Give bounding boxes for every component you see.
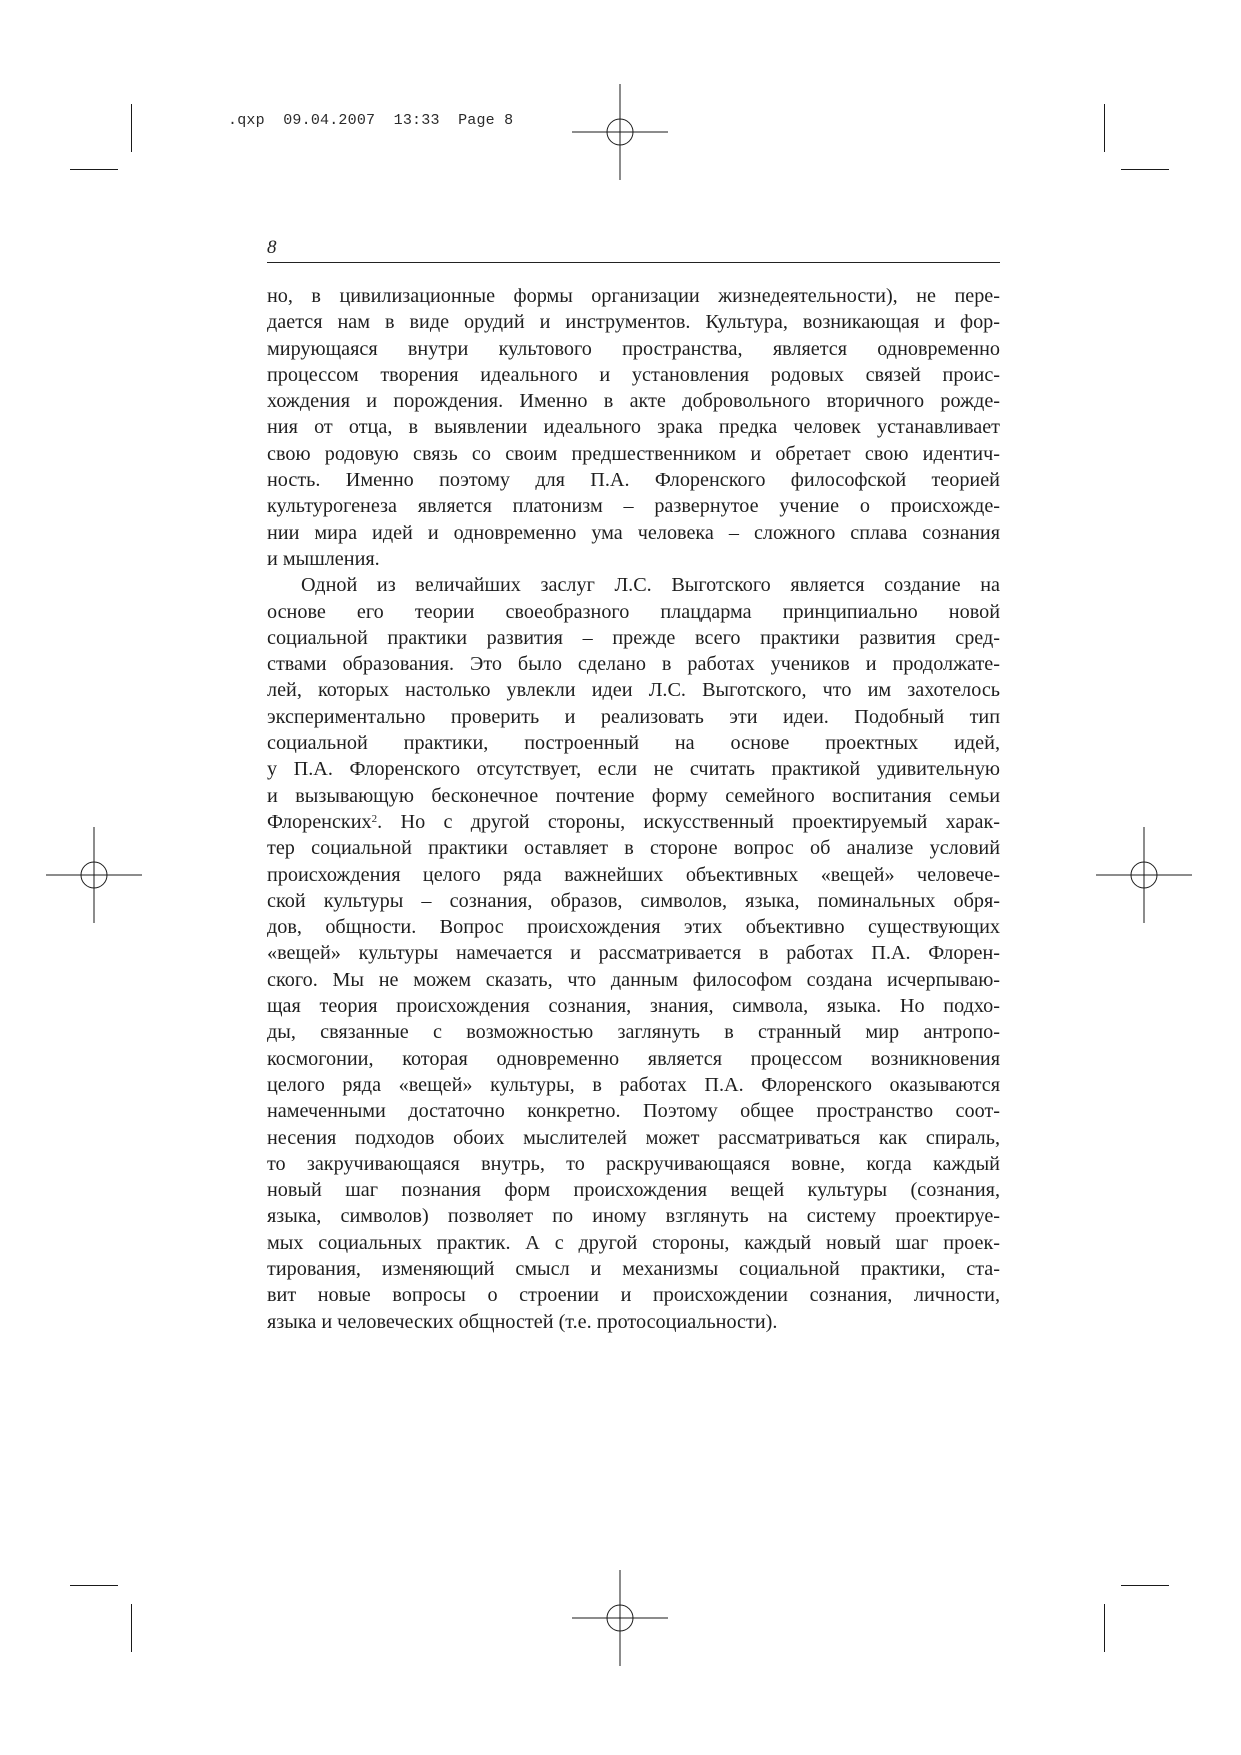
- paragraph-2: [267, 572, 1000, 1335]
- text-line: вит новые вопросы о строении и происхождении сознания, личности,: [267, 1284, 1000, 1307]
- crop-mark-top-left-vertical: [131, 104, 132, 152]
- text-line: языка и человеческих общностей (т.е. протосоциальности).: [267, 1310, 778, 1333]
- crop-mark-bottom-left-horizontal: [70, 1585, 118, 1586]
- printer-slug: [228, 112, 513, 129]
- crop-mark-top-left-horizontal: [70, 169, 118, 170]
- text-line: дается нам в виде орудий и инструментов. Культура, возникающая и фор-: [267, 311, 1000, 334]
- text-line: дов, общности. Вопрос происхождения этих объективно существующих: [267, 916, 1000, 939]
- registration-mark-left-icon: [46, 827, 142, 923]
- paragraph-1: [267, 283, 1000, 572]
- slug-page-label: Page 8: [458, 112, 514, 129]
- text-line: культурогенеза является платонизм – развернутое учение о происхожде-: [267, 495, 1000, 518]
- page-number: 8: [267, 237, 277, 258]
- text-line: новый шаг познания форм происхождения вещей культуры (сознания,: [267, 1179, 1000, 1202]
- text-line: и вызывающую бесконечное почтение форму семейного воспитания семьи: [267, 784, 1000, 807]
- header-rule: [267, 262, 1000, 263]
- text-line: свою родовую связь со своим предшественником и обретает свою идентич-: [267, 442, 1000, 465]
- text-line: происхождения целого ряда важнейших объективных «вещей» человече-: [267, 863, 1000, 886]
- footnote-line-end: . Но с другой стороны, искусственный проектируемый харак-: [377, 810, 1000, 833]
- registration-mark-right-icon: [1096, 827, 1192, 923]
- text-line: социальной практики, построенный на основе проектных идей,: [267, 732, 1000, 755]
- text-line: мирующаяся внутри культового пространства, является одновременно: [267, 337, 1000, 360]
- text-line: у П.А. Флоренского отсутствует, если не считать практикой удивительную: [267, 758, 1000, 781]
- text-line-with-footnote: [267, 809, 1000, 835]
- registration-mark-bottom-icon: [572, 1570, 668, 1666]
- slug-time: 13:33: [393, 112, 440, 129]
- footnote-line-start: Флоренских: [267, 810, 372, 833]
- text-line: экспериментально проверить и реализовать эти идеи. Подобный тип: [267, 705, 1000, 728]
- text-line: нии мира идей и одновременно ума человека – сложного сплава сознания: [267, 521, 1000, 544]
- registration-mark-top-icon: [572, 84, 668, 180]
- text-line: несения подходов обоих мыслителей может рассматриваться как спираль,: [267, 1126, 1000, 1149]
- text-line: целого ряда «вещей» культуры, в работах П.А. Флоренского оказываются: [267, 1073, 1000, 1096]
- text-line: тирования, изменяющий смысл и механизмы социальной практики, ста-: [267, 1257, 1000, 1280]
- crop-mark-bottom-left-vertical: [131, 1604, 132, 1652]
- footnote-reference[interactable]: 2: [371, 812, 378, 825]
- text-line: щая теория происхождения сознания, знания, символа, языка. Но подхо-: [267, 995, 1000, 1018]
- text-line: но, в цивилизационные формы организации жизнедеятельности), не пере-: [267, 285, 1000, 307]
- text-line: намеченными достаточно конкретно. Поэтому общее пространство соот-: [267, 1100, 1000, 1123]
- text-line: мых социальных практик. А с другой стороны, каждый новый шаг проек-: [267, 1231, 1000, 1254]
- crop-mark-top-right-vertical: [1104, 104, 1105, 152]
- slug-date: 09.04.2007: [283, 112, 376, 129]
- text-line: космогонии, которая одновременно является процессом возникновения: [267, 1047, 1000, 1070]
- text-line: тер социальной практики оставляет в стороне вопрос об анализе условий: [267, 837, 1000, 860]
- text-line: ского. Мы не можем сказать, что данным философом создана исчерпываю-: [267, 968, 1000, 991]
- text-line: и мышления.: [267, 547, 380, 570]
- text-line: Одной из величайших заслуг Л.С. Выготского является создание на: [301, 574, 1000, 597]
- text-line: основе его теории своеобразного плацдарма принципиально новой: [267, 600, 1000, 623]
- text-line: лей, которых настолько увлекли идеи Л.С. Выготского, что им захотелось: [267, 679, 1000, 702]
- crop-mark-bottom-right-horizontal: [1121, 1585, 1169, 1586]
- crop-mark-top-right-horizontal: [1121, 169, 1169, 170]
- text-line: языка, символов) позволяет по иному взглянуть на систему проектируе-: [267, 1205, 1000, 1228]
- text-line: ствами образования. Это было сделано в работах учеников и продолжате-: [267, 653, 1000, 676]
- crop-mark-bottom-right-vertical: [1104, 1604, 1105, 1652]
- text-line: ния от отца, в выявлении идеального зрака предка человек устанавливает: [267, 416, 1000, 439]
- text-line: социальной практики развития – прежде всего практики развития сред-: [267, 626, 1000, 649]
- text-line: хождения и порождения. Именно в акте добровольного вторичного рожде-: [267, 390, 1000, 413]
- text-line: то закручивающаяся внутрь, то раскручивающаяся вовне, когда каждый: [267, 1152, 1000, 1175]
- text-line: ность. Именно поэтому для П.А. Флоренского философской теорией: [267, 469, 1000, 492]
- text-line: ды, связанные с возможностью заглянуть в странный мир антропо-: [267, 1021, 1000, 1044]
- text-line: ской культуры – сознания, образов, символов, языка, поминальных обря-: [267, 889, 1000, 912]
- text-line: процессом творения идеального и установления родовых связей проис-: [267, 363, 1000, 386]
- body-text: [267, 283, 1000, 1335]
- slug-file: .qxp: [228, 112, 265, 129]
- text-line: «вещей» культуры намечается и рассматривается в работах П.А. Флорен-: [267, 942, 1000, 965]
